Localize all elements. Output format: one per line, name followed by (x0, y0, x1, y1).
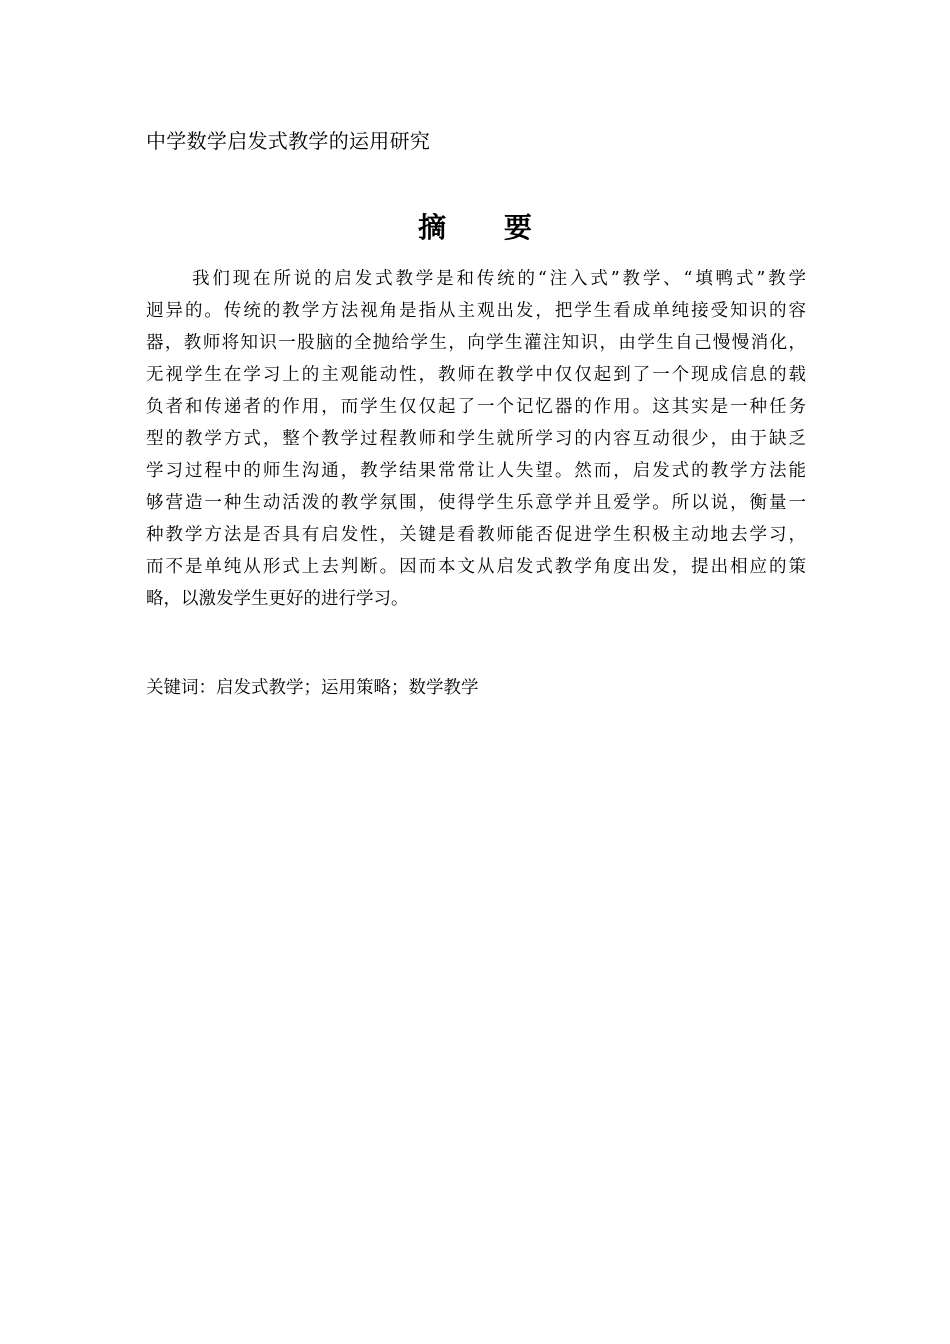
abstract-line: 而不是单纯从形式上去判断。因而本文从启发式教学角度出发，提出相应的策 (146, 557, 806, 577)
abstract-line: 负者和传递者的作用，而学生仅仅起了一个记忆器的作用。这其实是一种任务 (146, 397, 806, 417)
abstract-line: 我们现在所说的启发式教学是和传统的“注入式”教学、“填鸭式”教学 (192, 269, 806, 289)
abstract-line: 器，教师将知识一股脑的全抛给学生，向学生灌注知识，由学生自己慢慢消化， (146, 333, 806, 353)
keywords-line: 关键词：启发式教学；运用策略；数学教学 (146, 678, 479, 698)
abstract-line: 无视学生在学习上的主观能动性，教师在教学中仅仅起到了一个现成信息的载 (146, 365, 806, 385)
abstract-line: 迥异的。传统的教学方法视角是指从主观出发，把学生看成单纯接受知识的容 (146, 301, 806, 321)
abstract-paragraph (146, 263, 806, 615)
abstract-line: 略，以激发学生更好的进行学习。 (146, 589, 409, 609)
abstract-line: 型的教学方式，整个教学过程教师和学生就所学习的内容互动很少，由于缺乏 (146, 429, 806, 449)
document-title: 中学数学启发式教学的运用研究 (146, 129, 431, 153)
abstract-line: 够营造一种生动活泼的教学氛围，使得学生乐意学并且爱学。所以说，衡量一 (146, 493, 806, 513)
abstract-heading: 摘 要 (418, 211, 556, 244)
abstract-line: 学习过程中的师生沟通，教学结果常常让人失望。然而，启发式的教学方法能 (146, 461, 806, 481)
abstract-line: 种教学方法是否具有启发性，关键是看教师能否促进学生积极主动地去学习， (146, 525, 806, 545)
